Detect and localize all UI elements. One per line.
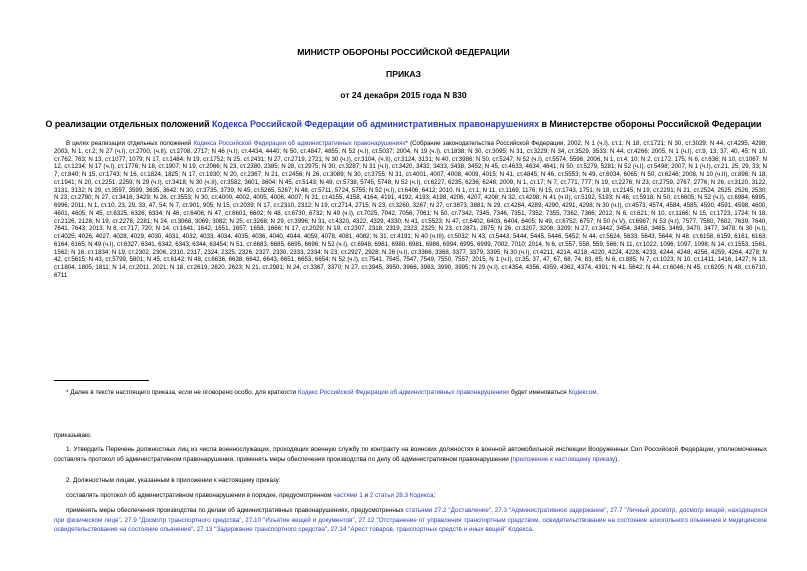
paragraph-1-text: 1. Утвердить Перечень должностных лиц из числа военнослужащих, проходящих военную службу по контракту на воинских должностях в военной автомобильной инспекции Вооруженных Сил Российской Федерации, уполномоченных составлять протокол об административном правонарушении, применять меры обеспечения производства по делу об административном правонарушении ( xyxy=(54,446,767,463)
parts-1-link[interactable]: частями 1 xyxy=(333,492,363,499)
footnote-prefix: * Далее в тексте настоящего приказа, если не оговорено особо, для краткости xyxy=(66,389,298,396)
legal-basis-paragraph xyxy=(54,140,767,280)
article-27-3-link[interactable]: 27.3 "Административное задержание" xyxy=(494,507,607,514)
subject-suffix: в Министерстве обороны Российской Федерации xyxy=(539,119,762,129)
basis-prefix: В целях реализации отдельных положений xyxy=(66,140,194,147)
apply-end: . xyxy=(531,526,534,534)
article-27-12-link[interactable]: 27.12 "Отстранение от управления транспортным средством, освидетельствование на состояние алкогольного опьянения и медицинское освидетельствование на состояние опьянения" xyxy=(54,516,768,534)
article-27-9-link[interactable]: 27.9 "Досмотр транспортного средства" xyxy=(124,516,242,524)
ministry-heading: МИНИСТР ОБОРОНЫ РОССИЙСКОЙ ФЕДЕРАЦИИ xyxy=(297,47,510,57)
article-27-10-link[interactable]: 27.10 "Изъятие вещей и документов" xyxy=(245,516,355,524)
apply-sep: , xyxy=(491,507,495,514)
appendix-link[interactable]: приложение к настоящему приказу xyxy=(512,455,616,463)
apply-sep: , xyxy=(120,516,125,524)
footnote-suffix: . xyxy=(596,389,599,396)
paragraph-2: 2. Должностным лицам, указанным в приложении к настоящему приказу: xyxy=(66,477,281,484)
paragraph-apply-measures xyxy=(54,506,767,535)
apply-sep: , xyxy=(327,526,331,534)
apply-codex-link[interactable]: Кодекса xyxy=(508,526,532,534)
footnote xyxy=(66,389,766,397)
article-27-7-link[interactable]: 27.7 "Личный досмотр, досмотр вещей, находящихся при физическом лице" xyxy=(54,507,768,524)
codex-link[interactable]: Кодекса Российской Федерации об административных правонарушениях xyxy=(212,119,540,129)
apply-sep: , xyxy=(606,507,611,514)
order-word: приказываю: xyxy=(54,432,92,439)
document-type: ПРИКАЗ xyxy=(386,69,421,79)
footnote-codex-short-link[interactable]: Кодексом xyxy=(568,389,597,396)
apply-sep: , xyxy=(193,526,197,534)
compose-and: и xyxy=(362,492,370,499)
subject-prefix: О реализации отдельных положений xyxy=(45,119,212,129)
paragraph-1 xyxy=(54,445,767,464)
compose-end: ; xyxy=(433,492,436,499)
footnote-divider xyxy=(54,380,149,381)
apply-sep: , xyxy=(354,516,359,524)
article-27-14-link[interactable]: 27.14 "Арест товаров, транспортных средств и иных вещей" xyxy=(330,526,507,534)
document-subject xyxy=(0,119,807,129)
basis-codex-link[interactable]: Кодекса Российской Федерации об административных правонарушениях xyxy=(193,140,406,147)
footnote-middle: будет именоваться xyxy=(509,389,569,396)
article-27-2-link[interactable]: статьями 27.2 "Доставление" xyxy=(405,507,492,514)
basis-citations: * (Собрание законодательства Российской Федерации, 2002, N 1 (ч.I), ст.1; N 18, ст.1721; N 30, ст.3029; N 44, ст.4295, 4298; 2003, N 1, ст.2; N 27 (ч.I), ст.2700, (ч.II), ст.2708, 2717; N 46 (ч.I), ст.4434, 4440; N 50, ст.4847, 4855; N 52 (ч.I), ст.5037; 2004, N 19 (ч.I), ст.1838; N 30, ст.3095; N 31, ст.3229; N 34, ст.3529, 3533; N 44, ст.4266; 2005, N 1 (ч.I), ст.9, 13, 37, 40, 45; N 10, ст.762, 763; N 13, ст.1077, 1079; N 17, ст.1484; N 19, ст.1752; N 25, ст.2431; N 27, ст.2719, 2721; N 30 (ч.I), ст.3104, (ч.II), ст.3124, 3131; N 40, ст.3986; N 50, ст.5247; N 52 (ч.I), ст.5574, 5596; 2006, N 1, ст.4; 10; N 2, ст.172, 175; N 6, ст.636; N 10, ст.1067; N 12, ст.1234; N 17 (ч.I), ст.1776; N 18, ст.1907; N 19, ст.2066; N 23, ст.2380, 2385; N 28, ст.2975; N 30, ст.3287; N 31 (ч.I), ст.3420, 3432, 3433, 3438, 3452; N 45, ст.4633, 4634, 4641; N 50, ст.5279, 5281; N 52 (ч.I), ст.5498; 2007, N 1 (ч.I), ст.21, 25, 29, 33; N 7, ст.840; N 15, ст.1743; N 16, ст.1824, 1825; N 17, ст.1930; N 20, ст.2367; N 21, ст.2456; N 26, ст.3089; N 30, ст.3755; N 31, ст.4001, 4007, 4008, 4009, 4015; N 41, ст.4845; N 46, ст.5553; N 49, ст.6034, 6065; N 50, ст.6246; 2008, N 10 (ч.II), ст.896; N 18, ст.1941; N 20, ст.2251, 2259; N 29 (ч.I), ст.3418; N 30 (ч.II), ст.3582, 3601, 3604; N 45, ст.5143; N 49, ст.5738, 5745, 5748; N 52 (ч.I), ст.6227, 6235, 6236, 6248; 2009, N 1, ст.17; N 7, ст.771, 777; N 19, ст.2276; N 23, ст.2759, 2767, 2776; N 26, ст.3120, 3122, 3131, 3132; N 29, ст.3597, 3599, 3635, 3642; N 30, ст.3735, 3739; N 45, ст.5265, 5267; N 48, ст.5711, 5724, 5755; N 52 (ч.I), ст.6406, 6412; 2010, N 1, ст.1; N 11, ст.1169, 1176; N 15, ст.1743, 1751; N 18, ст.2145; N 19, ст.2291; N 21, ст.2524, 2525, 2526, 2530; N 23, ст.2790; N 27, ст.3416, 3429; N 28, ст.3553; N 30, ст.4000, 4002, 4005, 4006, 4007; N 31, ст.4155, 4158, 4164, 4191, 4192, 4193, 4198, 4206, 4207, 4208; N 32, ст.4298; N 41 (ч.II), ст.5192, 5193; N 46, ст.5918; N 50, ст.6605; N 52 (ч.I), ст.6984, 6995, 6996; 2011, N 1, ст.10, 23, 29, 33, 47, 54; N 7, ст.901, 905; N 15, ст.2039; N 17, ст.2310, 2312; N 19, ст.2714, 2715; N 23, ст.3260, 3267; N 27, ст.3873, 3881; N 29, ст.4284, 4289, 4290, 4291, 4298; N 30 (ч.I), ст.4573, 4574, 4584, 4585, 4590, 4591, 4598, 4600, 4601, 4605; N 45, ст.6325, 6326, 6334; N 46, ст.6406; N 47, ст.6601, 6602; N 48, ст.6730, 6732; N 49 (ч.I), ст.7025, 7042, 7056, 7061; N 50, ст.7342, 7345, 7346, 7351, 7352, 7355, 7362, 7366; 2012, N 6, ст.621; N 10, ст.1166; N 15, ст.1723, 1724; N 18, ст.2126, 2128; N 19, ст.2278, 2281; N 24, ст.3068, 3069, 3082; N 25, ст.3268; N 29, ст.3996; N 31, ст.4320, 4322, 4329, 4330; N 41, ст.5523; N 47, ст.6402, 6403, 6404, 6405; N 49, ст.6752, 6757; N 50 (ч.V), ст.6967; N 53 (ч.I), 7577, 7580, 7602, 7639, 7640, 7641, 7643; 2013, N 8, ст.717, 720; N 14, ст.1641, 1642, 1651, 1657, 1658, 1666; N 17, ст.2029; N 19, ст.2307, 2318, 2319, 2323, 2325; N 23, ст.2871, 2875; N 26, ст.3207, 3208, 3209; N 27, ст.3442, 3454, 3458, 3465, 3469, 3470, 3477, 3478; N 30 (ч.I), ст.4025, 4026, 4027, 4028, 4029, 4030, 4031, 4032, 4033, 4034, 4035, 4036, 4040, 4044, 4059, 4078, 4081, 4082; N 31, ст.4191; N 40 (ч.III), ст.5032; N 43, ст.5443, 5444, 5445, 5446, 5452; N 44, ст.5624, 5633, 5643, 5644; N 48, ст.6158, 6159, 6161, 6163, 6164, 6165; N 49 (ч.I), ст.6327, 6341, 6342, 6343, 6344, 63454; N 51, ст.6683, 6685, 6695, 6696; N 52 (ч.I), ст.6948, 6961, 6980, 6981, 6986, 6994, 6995, 6999, 7002, 7010; 2014, N 6, ст.557, 558, 559, 566; N 11, ст.1022, 1096, 1097, 1098; N 14, ст.1553, 1561, 1562; N 16, ст.1834; N 19, ст.2302, 2306, 2310, 2317, 2324, 2325, 2326, 2327, 2330, 2333, 2334; N 23, ст.2927, 2928; N 26 (ч.I), ст.3366, 3368, 3377, 3379, 3395; N 30 (ч.I), ст.4211, 4214, 4218, 4220, 4224, 4228, 4233, 4244, 4248, 4256, 4259, 4264, 4278; N 42, ст.5615; N 43, ст.5799, 5801; N 45, ст.6142; N 48, ст.6636, 6638, 6642, 6643, 6651, 6653, 6654; N 52 (ч.I), ст.7541, 7545, 7547, 7549, 7550, 7557; 2015, N 1 (ч.I), ст.35, 37, 47, 67, 68, 74, 83, 85; N 6, ст.885; N 7, ст.1023; N 10, ст.1411, 1416, 1427; N 13, ст.1804, 1805, 1811; N 14, ст.2011, 2021; N 18, ст.2619, 2620, 2623; N 21, ст.2981; N 24, ст.3367, 3370; N 27, ст.3945, 3950, 3966, 3983, 3990, 3995; N 29 (ч.I), ст.4354, 4356, 4359, 4362, 4374, 4391; N 41, 5642; N 44, ст.6046; N 45, ст.6205; N 48, ст.6710, 6711 xyxy=(54,140,767,279)
apply-text: применять меры обеспечения производства по делам об административных правонарушениях, предусмотренных xyxy=(66,507,406,514)
paragraph-compose-protocol xyxy=(54,491,767,501)
article-28-3-link[interactable]: 2 статьи 28.3 Кодекса xyxy=(369,492,434,499)
footnote-codex-link[interactable]: Кодекс Российской Федерации об административных правонарушениях xyxy=(297,389,510,396)
paragraph-1-end: ). xyxy=(615,455,620,463)
apply-sep: , xyxy=(241,516,246,524)
document-date-number: от 24 декабря 2015 года N 830 xyxy=(340,90,467,100)
compose-text: составлять протокол об административном правонарушении в порядке, предусмотренном xyxy=(66,492,334,499)
article-27-13-link[interactable]: 27.13 "Задержание транспортного средства" xyxy=(196,526,328,534)
